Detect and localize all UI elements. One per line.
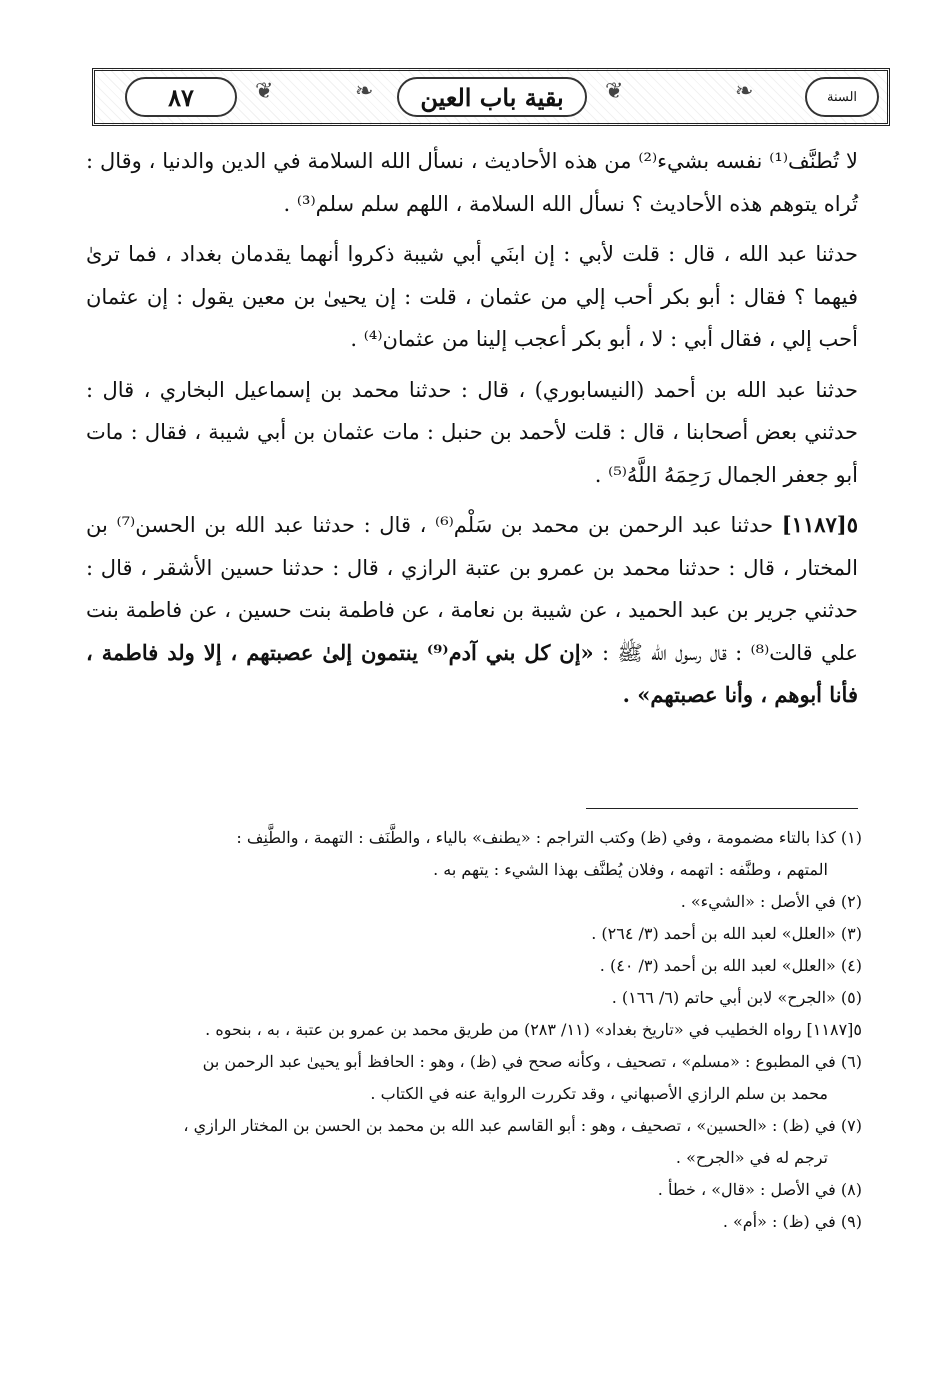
paragraph-2 [86,233,858,361]
book-logo: السنة [826,89,858,105]
floral-ornament-icon: ❧ [355,79,374,104]
text-line: قال : حدثني جرير بن عبد الحميد ، عن شيبة بن نعامة ، عن فاطمة بنت حسين ، عن [86,555,858,622]
text-line: عثمان أحب إلي ، فقال أبي : لا ، أبو بكر أعجب إلينا من عثمان⁽⁴⁾ . [86,284,858,351]
paragraph-1 [86,140,858,225]
text-line: حدثنا عبد الله ، قال : قلت لأبي : إن ابنَي أبي شيبة ذكروا أنهما يقدمان بغداد ، فما [128,242,858,266]
footnote-3: (٣) «العلل» لعبد الله بن أحمد (٣/ ٢٦٤) . [591,924,862,943]
text-line: فقال : مات أبو جعفر الجمال رَحِمَهُ اللَّهُ⁽⁵⁾ . [86,420,858,487]
paragraph-3 [86,369,858,497]
text-line: المختار ، قال : حدثنا محمد بن عمرو بن عتبة الرازي ، قال : حدثنا حسين الأشقر ، [140,555,858,580]
main-text [86,140,858,725]
book-logo-cartouche [805,77,879,117]
page-number: ٨٧ [168,82,194,112]
footnote-hadith: ٥[١١٨٧] رواه الخطيب في «تاريخ بغداد» (١١/ ٢٨٣) من طريق محمد بن عمرو بن عتبة ، به ، بنحوه . [205,1020,862,1039]
page-header [92,68,890,126]
floral-ornament-icon: ❧ [735,79,754,104]
footnote-6-cont: محمد بن سلم الرازي الأصبهاني ، وقد تكررت الرواية عنه في الكتاب . [370,1084,828,1103]
footnote-8: (٨) في الأصل : «قال» ، خطأ . [657,1180,862,1199]
footnote-7-cont: ترجم له في «الجرح» . [675,1148,828,1167]
text-line: حدثنا عبد الرحمن بن محمد بن سَلْم⁽⁶⁾ ، قال : حدثنا عبد الله بن الحسن⁽⁷⁾ بن [86,513,774,537]
hadith-quote: «إن كل بني آدم⁽⁹⁾ ينتمون إلىٰ عصبتهم ، إلا ولد فاطمة ، فأنا أبوهم ، وأنا عصبتهم» . [86,639,858,707]
footnote-divider [586,808,858,809]
text-line: وقال : تُراه يتوهم هذه الأحاديث ؟ نسأل الله السلامة ، اللهم سلم سلم⁽³⁾ . [86,149,858,216]
footnote-9: (٩) في (ظ) : «أم» . [722,1212,862,1231]
floral-ornament-icon: ❦ [605,79,624,104]
running-title-cartouche [397,77,587,117]
text-line: لا تُطنَّف⁽¹⁾ نفسه بشيء⁽²⁾ من هذه الأحاديث ، نسأل الله السلامة في الدين والدنيا ، [148,149,858,173]
footnote-7: (٧) في (ظ) : «الحسين» ، تصحيف ، وهو : أبو القاسم عبد الله بن محمد بن الحسن بن المختار الرازي ، [183,1116,862,1135]
footnote-1: (١) كذا بالتاء مضمومة ، وفي (ظ) وكتب التراجم : «يطنف» بالياء ، والطَّنَف : التهمة ، والطَّنِف : [236,828,862,847]
footnote-5: (٥) «الجرح» لابن أبي حاتم (٦/ ١٦٦) . [611,988,862,1007]
footnote-2: (٢) في الأصل : «الشيء» . [680,892,862,911]
floral-ornament-icon: ❦ [255,79,274,104]
footnote-1-cont: المتهم ، وطنَّفه : اتهمه ، وفلان يُطنَّف بهذا الشيء : يتهم به . [433,860,828,879]
text-line: ترىٰ فيهما ؟ فقال : أبو بكر أحب إلي من عثمان ، قلت : إن يحيىٰ بن معين يقول : إن [86,242,858,309]
page-number-cartouche [125,77,237,117]
text-line: حدثنا عبد الله بن أحمد (النيسابوري) ، قال : حدثنا محمد بن إسماعيل البخاري ، [143,377,858,402]
text-line: فاطمة بنت علي قالت⁽⁸⁾ : قال رسول الله ﷺ : [86,598,858,665]
footnotes [92,822,862,1238]
hadith-number: ٥[١١٨٧] [781,512,859,537]
footnote-4: (٤) «العلل» لعبد الله بن أحمد (٣/ ٤٠) . [599,956,862,975]
hadith-paragraph [86,504,858,717]
text-line: قال : حدثني بعض أصحابنا ، قال : قلت لأحمد بن حنبل : مات عثمان بن أبي شيبة ، [86,377,858,444]
running-title: بقية باب العين [420,82,564,112]
footnote-6: (٦) في المطبوع : «مسلم» ، تصحيف ، وكأنه صحح في (ظ) ، وهو : الحافظ أبو يحيىٰ عبد الرحمن بن [202,1052,862,1071]
